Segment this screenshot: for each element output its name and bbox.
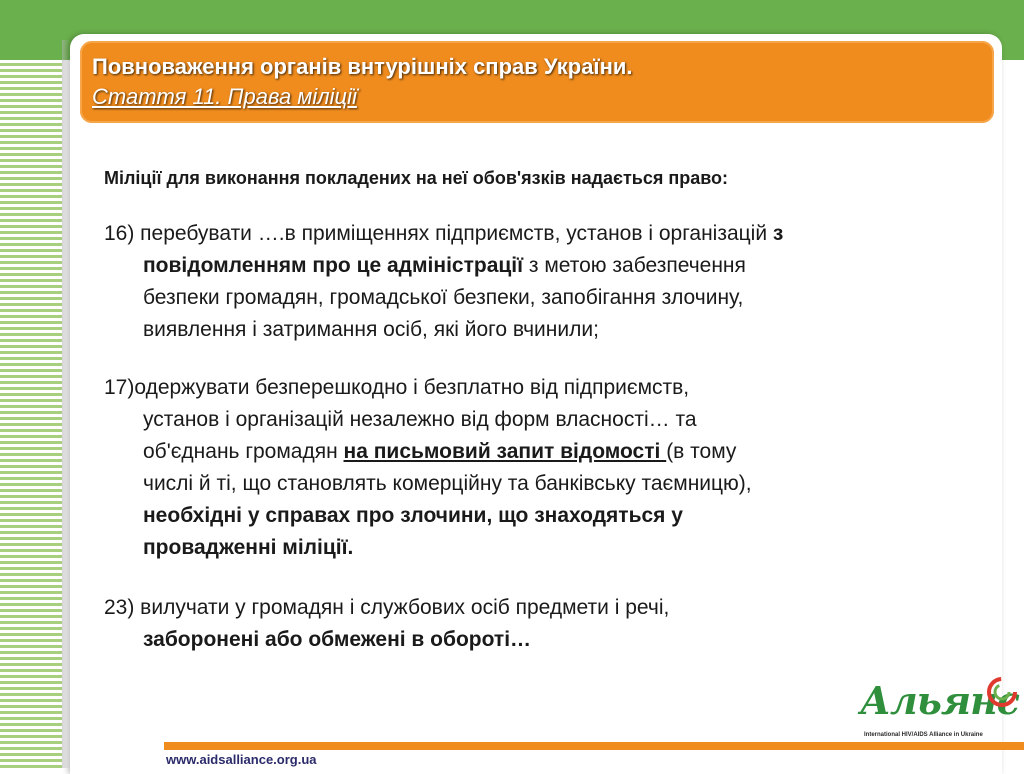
card-shadow bbox=[62, 40, 70, 768]
slide-subtitle: Стаття 11. Права міліції bbox=[92, 84, 357, 109]
footer-orange-line bbox=[164, 742, 1024, 750]
side-stripe-pattern bbox=[0, 60, 62, 768]
slide-title: Повноваження органів внтурішніх справ України. bbox=[92, 54, 633, 79]
item-17-line-5: необхідні у справах про злочини, що знаходяться у bbox=[143, 504, 683, 527]
item-16-bold-phrase: повідомленням про це адміністрації bbox=[143, 254, 524, 277]
item-17-line-6: провадженні міліції. bbox=[143, 536, 354, 559]
logo-wordmark: Альянс bbox=[860, 678, 1019, 723]
item-17-line-4: числі й ті, що становлять комерційну та банківську таємницю), bbox=[143, 472, 752, 495]
logo-subtitle: International HIV/AIDS Alliance in Ukraine bbox=[864, 732, 983, 738]
item-17-text: об'єднань громадян bbox=[143, 440, 344, 463]
item-17-line-1: 17)одержувати безперешкодно і безплатно від підприємств, bbox=[104, 376, 690, 399]
item-17-line-3 bbox=[143, 436, 736, 468]
item-16-line-1 bbox=[104, 218, 783, 250]
alliance-logo bbox=[854, 676, 1020, 742]
swirl-logo-icon bbox=[986, 676, 1018, 708]
item-16-bold: з bbox=[772, 222, 784, 245]
item-23-line-2: заборонені або обмежені в обороті… bbox=[143, 628, 532, 651]
item-17-underlined-phrase: на письмовий запит відомості bbox=[343, 440, 667, 463]
item-17-text: (в тому bbox=[666, 440, 737, 463]
footer-url-link[interactable]: www.aidsalliance.org.ua bbox=[166, 752, 317, 767]
item-16-line-4: виявлення і затримання осіб, які його вчинили; bbox=[143, 318, 599, 341]
item-17-line-2: установ і організацій незалежно від форм власності… та bbox=[143, 408, 697, 431]
item-16-line-3: безпеки громадян, громадської безпеки, запобігання злочину, bbox=[143, 286, 744, 309]
item-16-text: з метою забезпечення bbox=[523, 254, 746, 277]
item-16-text: 16) перебувати ….в приміщеннях підприємств, установ і організацій bbox=[104, 222, 773, 245]
intro-text: Міліції для виконання покладених на неї обов'язків надається право: bbox=[104, 168, 729, 188]
item-16-line-2 bbox=[143, 250, 746, 282]
item-23-line-1: 23) вилучати у громадян і службових осіб предмети і речі, bbox=[104, 596, 670, 619]
